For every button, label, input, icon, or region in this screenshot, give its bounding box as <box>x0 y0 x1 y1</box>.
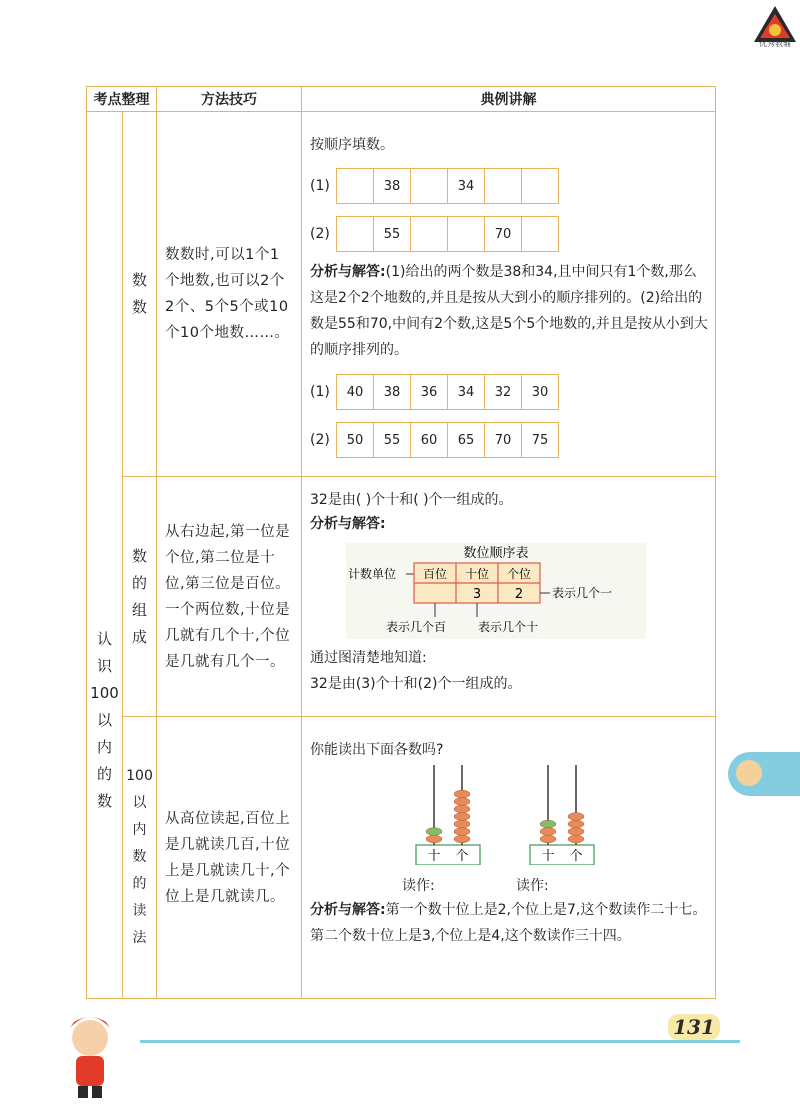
subtopic-1 <box>123 267 156 321</box>
number-box: 32 <box>484 375 521 409</box>
number-box: 34 <box>447 169 484 203</box>
topic-char: 数 <box>96 791 112 810</box>
sequence-row-1 <box>310 168 559 204</box>
number-box[interactable] <box>521 169 558 203</box>
logo-text: 优秀教辅 <box>759 39 791 48</box>
abacus-label: 十 <box>541 849 555 864</box>
answer-heading: 分析与解答: <box>310 902 386 918</box>
topic-char: 认 <box>96 629 112 648</box>
seq-label: (1) <box>310 384 330 400</box>
question-text: 你能读出下面各数吗? <box>310 742 444 758</box>
header-topic: 考点整理 <box>87 87 157 112</box>
number-box: 60 <box>410 423 447 457</box>
value-tens: 3 <box>472 587 482 602</box>
table-row <box>87 112 716 477</box>
diagram-bottom-left: 表示几个百 <box>386 620 447 634</box>
question-text: 按顺序填数。 <box>310 137 394 153</box>
header-example: 典例讲解 <box>302 87 716 112</box>
table-row <box>87 477 716 717</box>
abacus-bead <box>454 813 470 821</box>
answer-boxes <box>336 374 559 410</box>
question-text: 32是由( )个十和( )个一组成的。 <box>310 492 513 508</box>
example-3 <box>302 717 715 998</box>
abacus-bead <box>568 813 584 821</box>
seq-label: (2) <box>310 432 330 448</box>
read-label-1: 读作: <box>402 878 435 894</box>
number-box: 65 <box>447 423 484 457</box>
number-box: 55 <box>373 217 410 251</box>
abacus-bead <box>454 790 470 798</box>
subtopic-char: 100 <box>126 768 153 784</box>
example-cell <box>302 112 716 477</box>
abacus-bead <box>426 828 442 836</box>
answer-block <box>310 897 710 949</box>
value-ones: 2 <box>514 587 524 602</box>
sequence-row-2 <box>310 216 559 252</box>
table-header-row <box>87 87 716 112</box>
answer-body: 第一个数十位上是2,个位上是7,这个数读作二十七。第二个数十位上是3,个位上是4,这个数读作三十四。 <box>310 902 707 944</box>
example-2 <box>302 477 715 716</box>
number-box: 70 <box>484 217 521 251</box>
abacus-base <box>416 845 480 865</box>
answer-row-1 <box>310 374 559 410</box>
abacus-bead <box>540 820 556 828</box>
example-cell <box>302 717 716 999</box>
abacus-label: 个 <box>455 849 469 864</box>
method-text: 从右边起,第一位是个位,第二位是十位,第三位是百位。一个两位数,十位是几就有几个十,个位是几就有几个一。 <box>165 523 291 670</box>
answer-block <box>310 259 710 363</box>
number-box[interactable] <box>521 217 558 251</box>
topic-char: 以 <box>96 710 112 729</box>
number-box: 40 <box>346 384 364 400</box>
sequence-boxes <box>336 216 559 252</box>
topic-main <box>87 626 122 815</box>
sequence-boxes <box>336 168 559 204</box>
number-box: 70 <box>484 423 521 457</box>
diagram-left-label: 计数单位 <box>348 567 397 581</box>
footer-line <box>140 1040 740 1043</box>
example-cell <box>302 477 716 717</box>
abacus-label: 十 <box>427 849 441 864</box>
answer-body: (1)给出的两个数是38和34,且中间只有1个数,那么这是2个2个地数的,并且是按从大到小的顺序排列的。(2)给出的数是55和70,中间有2个数,这是5个5个地数的,并且是按从小到大的顺序排列的。 <box>310 264 708 358</box>
number-box: 38 <box>373 375 410 409</box>
example-1 <box>302 112 715 476</box>
diagram-title: 数位顺序表 <box>463 546 529 561</box>
subtopic-char: 内 <box>132 822 147 838</box>
abacus-base <box>530 845 594 865</box>
abacus-bead <box>454 805 470 813</box>
topic-char: 识 <box>96 656 112 675</box>
abacus-bead <box>568 828 584 836</box>
header-method: 方法技巧 <box>157 87 302 112</box>
method-cell <box>157 477 302 717</box>
number-box: 75 <box>521 423 558 457</box>
number-box[interactable] <box>447 217 484 251</box>
subtopic-char: 数 <box>132 849 147 865</box>
abacus-label: 个 <box>569 849 583 864</box>
number-box[interactable] <box>410 217 447 251</box>
subtopic-cell <box>123 477 157 717</box>
abacus-bead <box>568 820 584 828</box>
abacus-bead <box>540 835 556 843</box>
answer-boxes <box>336 422 559 458</box>
number-box[interactable] <box>410 169 447 203</box>
abacus-bead <box>454 798 470 806</box>
subtopic-char: 数 <box>131 546 147 565</box>
answer-heading: 分析与解答: <box>310 264 386 280</box>
content-table <box>86 86 716 999</box>
abacus-diagram <box>402 765 622 865</box>
read-label-2: 读作: <box>516 878 549 894</box>
abacus-bead <box>454 828 470 836</box>
topic-char: 100 <box>90 683 119 702</box>
subtopic-char: 的 <box>131 573 147 592</box>
topic-main-cell <box>87 112 123 999</box>
number-box[interactable] <box>337 217 373 251</box>
diagram-right-label: 表示几个一 <box>552 586 613 600</box>
topic-char: 的 <box>96 764 112 783</box>
abacus-bead <box>454 835 470 843</box>
place-value-diagram <box>346 543 646 639</box>
subtopic-char: 法 <box>132 930 147 946</box>
number-box: 50 <box>346 432 364 448</box>
subtopic-char: 的 <box>132 876 147 892</box>
abacus-bead <box>454 820 470 828</box>
answer-row-2 <box>310 422 559 458</box>
conclusion-2: 32是由(3)个十和(2)个一组成的。 <box>310 676 522 692</box>
unit-hundreds: 百位 <box>422 567 448 581</box>
subtopic-cell <box>123 717 157 999</box>
number-box: 34 <box>447 375 484 409</box>
method-text: 从高位读起,百位上是几就读几百,十位上是几就读几十,个位上是几就读几。 <box>165 810 291 905</box>
number-box: 38 <box>373 169 410 203</box>
subtopic-char: 成 <box>131 627 147 646</box>
number-box[interactable] <box>337 169 373 203</box>
number-box: 36 <box>410 375 447 409</box>
conclusion-1: 通过图清楚地知道: <box>310 650 427 666</box>
subtopic-char: 以 <box>132 795 147 811</box>
seq-label: (2) <box>310 226 330 242</box>
page-number: 131 <box>668 1014 720 1040</box>
diagram-bottom-right: 表示几个十 <box>478 620 539 634</box>
topic-char: 内 <box>96 737 112 756</box>
table-row <box>87 717 716 999</box>
seq-label: (1) <box>310 178 330 194</box>
subtopic-cell <box>123 112 157 477</box>
method-cell <box>157 112 302 477</box>
subtopic-char: 数 <box>131 271 147 289</box>
abacus-bead <box>568 835 584 843</box>
subtopic-char: 组 <box>131 600 147 619</box>
unit-ones: 个位 <box>506 567 532 581</box>
subtopic-2 <box>123 543 156 651</box>
subtopic-char: 读 <box>132 903 147 919</box>
number-box[interactable] <box>484 169 521 203</box>
number-box: 55 <box>373 423 410 457</box>
method-text: 数数时,可以1个1个地数,也可以2个2个、5个5个或10个10个地数……。 <box>165 247 290 341</box>
mascot-icon <box>60 1010 120 1100</box>
abacus-bead <box>540 828 556 836</box>
abacus-bead <box>426 835 442 843</box>
unit-tens: 十位 <box>464 567 490 581</box>
answer-heading: 分析与解答: <box>310 516 386 532</box>
mascot-face-icon <box>736 760 762 786</box>
number-box: 30 <box>521 375 558 409</box>
method-cell <box>157 717 302 999</box>
subtopic-3 <box>123 763 156 952</box>
subtopic-char: 数 <box>131 298 147 316</box>
